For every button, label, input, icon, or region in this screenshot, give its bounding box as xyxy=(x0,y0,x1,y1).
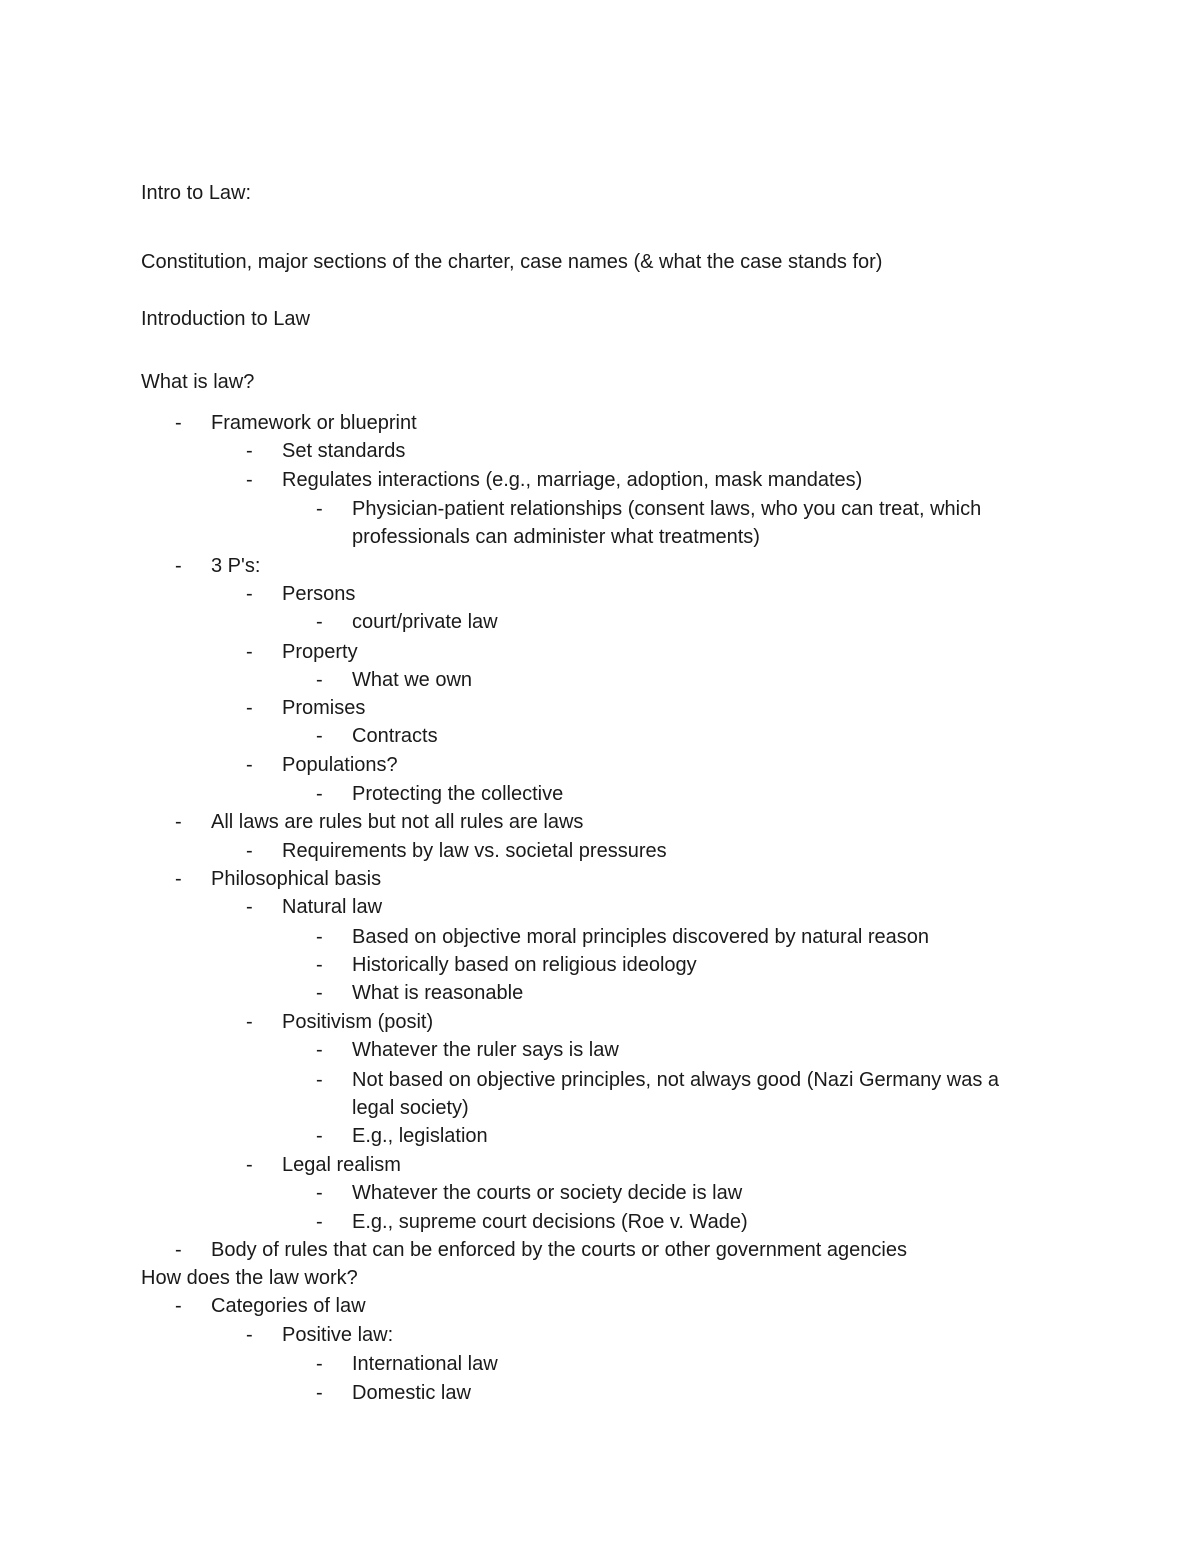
bullet-dash: - xyxy=(316,725,323,747)
list-item: Set standards xyxy=(282,440,406,462)
bullet-dash: - xyxy=(246,840,253,862)
list-item: Physician-patient relationships (consent laws, who you can treat, which xyxy=(352,498,982,520)
list-item: Framework or blueprint xyxy=(211,412,417,434)
list-item: Whatever the ruler says is law xyxy=(352,1039,619,1061)
list-item: What is reasonable xyxy=(352,982,524,1004)
list-item: E.g., legislation xyxy=(352,1125,488,1147)
bullet-dash: - xyxy=(246,754,253,776)
list-item: Positivism (posit) xyxy=(282,1011,434,1033)
bullet-dash: - xyxy=(246,1154,253,1176)
list-item: Property xyxy=(282,641,358,663)
bullet-dash: - xyxy=(316,1039,323,1061)
bullet-dash: - xyxy=(246,896,253,918)
list-item: Requirements by law vs. societal pressures xyxy=(282,840,667,862)
list-item: Persons xyxy=(282,583,356,605)
list-item: Whatever the courts or society decide is law xyxy=(352,1182,743,1204)
bullet-dash: - xyxy=(316,1353,323,1375)
list-item: All laws are rules but not all rules are laws xyxy=(211,811,584,833)
list-item: Domestic law xyxy=(352,1382,471,1404)
bullet-dash: - xyxy=(316,1125,323,1147)
question-heading: What is law? xyxy=(141,371,255,393)
bullet-dash: - xyxy=(316,982,323,1004)
bullet-dash: - xyxy=(246,697,253,719)
bullet-dash: - xyxy=(175,1295,182,1317)
list-item: Contracts xyxy=(352,725,438,747)
bullet-dash: - xyxy=(316,1069,323,1091)
bullet-dash: - xyxy=(316,1182,323,1204)
bullet-dash: - xyxy=(316,783,323,805)
topics-line: Constitution, major sections of the charter, case names (& what the case stands for) xyxy=(141,251,883,273)
list-item: Philosophical basis xyxy=(211,868,382,890)
list-item: Categories of law xyxy=(211,1295,366,1317)
list-item: professionals can administer what treatments) xyxy=(352,526,760,548)
bullet-dash: - xyxy=(316,926,323,948)
list-item: Regulates interactions (e.g., marriage, adoption, mask mandates) xyxy=(282,469,863,491)
list-item: Natural law xyxy=(282,896,383,918)
list-item: Promises xyxy=(282,697,366,719)
list-item: Protecting the collective xyxy=(352,783,564,805)
list-item: court/private law xyxy=(352,611,498,633)
list-item: Populations? xyxy=(282,754,398,776)
bullet-dash: - xyxy=(316,611,323,633)
list-item: Legal realism xyxy=(282,1154,401,1176)
bullet-dash: - xyxy=(175,811,182,833)
document-title: Intro to Law: xyxy=(141,182,252,204)
list-item: Based on objective moral principles discovered by natural reason xyxy=(352,926,929,948)
list-item: What we own xyxy=(352,669,473,691)
list-item: 3 P's: xyxy=(211,555,261,577)
bullet-dash: - xyxy=(246,641,253,663)
bullet-dash: - xyxy=(175,412,182,434)
bullet-dash: - xyxy=(246,1324,253,1346)
bullet-dash: - xyxy=(316,669,323,691)
bullet-dash: - xyxy=(316,1211,323,1233)
list-item: Positive law: xyxy=(282,1324,394,1346)
list-item: Historically based on religious ideology xyxy=(352,954,697,976)
list-item: Body of rules that can be enforced by the courts or other government agencies xyxy=(211,1239,907,1261)
section-heading: Introduction to Law xyxy=(141,308,310,330)
bullet-dash: - xyxy=(246,440,253,462)
list-item: legal society) xyxy=(352,1097,469,1119)
bullet-dash: - xyxy=(175,1239,182,1261)
question-heading: How does the law work? xyxy=(141,1267,358,1289)
list-item: E.g., supreme court decisions (Roe v. Wade) xyxy=(352,1211,748,1233)
list-item: International law xyxy=(352,1353,498,1375)
bullet-dash: - xyxy=(175,555,182,577)
bullet-dash: - xyxy=(316,498,323,520)
bullet-dash: - xyxy=(246,583,253,605)
bullet-dash: - xyxy=(246,469,253,491)
list-item: Not based on objective principles, not always good (Nazi Germany was a xyxy=(352,1069,999,1091)
bullet-dash: - xyxy=(246,1011,253,1033)
bullet-dash: - xyxy=(316,954,323,976)
bullet-dash: - xyxy=(175,868,182,890)
bullet-dash: - xyxy=(316,1382,323,1404)
